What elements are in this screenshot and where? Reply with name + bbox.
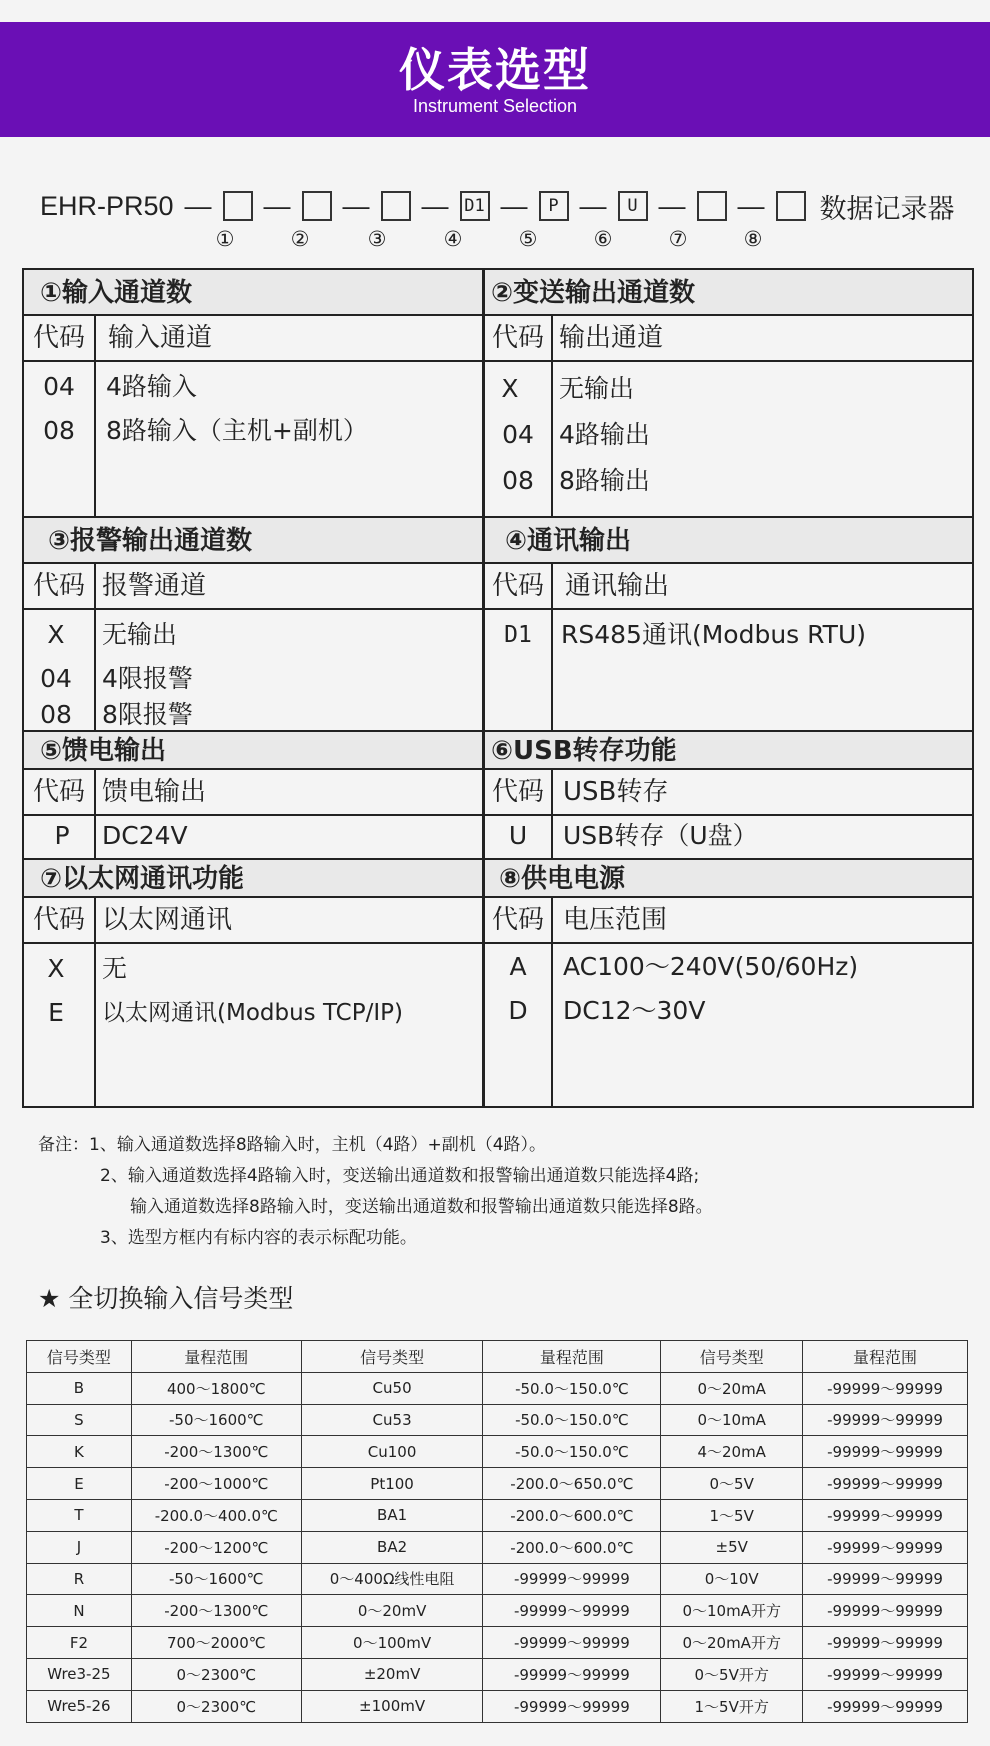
position-number: ③ [367, 227, 387, 251]
table-header-row [27, 1341, 968, 1373]
table-cell: -99999～99999 [803, 1690, 968, 1722]
code-header: 代码 [491, 905, 544, 935]
option-code: 04 [40, 664, 72, 693]
note-line: 输入通道数选择8路输入时，变送输出通道数和报警输出通道数只能选择8路。 [130, 1197, 713, 1217]
option-name: RS485通讯(Modbus RTU) [561, 620, 867, 649]
section-power-supply [485, 860, 972, 1106]
option-name: 无输出 [102, 620, 178, 649]
option-row [24, 408, 482, 454]
section-title: ⑧供电电源 [485, 860, 972, 898]
name-header: USB转存 [563, 777, 669, 807]
option-box-3 [381, 191, 411, 221]
option-row [485, 458, 972, 504]
option-box-6: U [618, 191, 648, 221]
option-box-1 [223, 191, 253, 221]
table-cell: 0～5V开方 [661, 1658, 803, 1690]
table-cell: -99999～99999 [483, 1563, 661, 1595]
code-header: 代码 [32, 777, 85, 807]
page-subtitle: Instrument Selection [412, 96, 578, 116]
table-row [27, 1499, 968, 1531]
table-cell: -200～1300℃ [131, 1595, 301, 1627]
section-communication [485, 518, 972, 730]
code-header: 代码 [491, 777, 544, 807]
table-cell: 0～2300℃ [131, 1690, 301, 1722]
table-row [27, 1372, 968, 1404]
separator-dash: — [737, 190, 765, 221]
name-header: 馈电输出 [102, 777, 207, 807]
option-code: D1 [504, 622, 532, 648]
option-code: E [48, 998, 64, 1027]
option-code: X [47, 954, 65, 983]
table-cell: -99999～99999 [483, 1595, 661, 1627]
option-row [485, 816, 972, 856]
table-row [27, 1627, 968, 1659]
name-header: 输入通道 [108, 323, 213, 353]
table-row [27, 1468, 968, 1500]
option-box-7 [697, 191, 727, 221]
header-cell: 信号类型 [27, 1341, 132, 1373]
option-name: 8路输入（主机+副机） [106, 416, 368, 445]
code-header: 代码 [491, 571, 544, 601]
column-header [485, 898, 972, 944]
header-cell: 信号类型 [301, 1341, 483, 1373]
option-code: 08 [43, 416, 75, 445]
table-cell: 1～5V开方 [661, 1690, 803, 1722]
table-cell: B [27, 1372, 132, 1404]
note-line: 2、输入通道数选择4路输入时，变送输出通道数和报警输出通道数只能选择4路; [100, 1166, 700, 1186]
position-number: ① [215, 227, 235, 251]
section-input-channels [24, 270, 482, 516]
column-header [485, 564, 972, 610]
section-ethernet [24, 860, 482, 1106]
table-cell: J [27, 1531, 132, 1563]
table-cell: 0～5V [661, 1468, 803, 1500]
table-cell: N [27, 1595, 132, 1627]
table-cell: 700～2000℃ [131, 1627, 301, 1659]
page-title: 仪表选型 [399, 43, 591, 97]
table-cell: -99999～99999 [483, 1690, 661, 1722]
position-number: ⑧ [743, 227, 763, 251]
table-cell: -99999～99999 [803, 1468, 968, 1500]
option-code: X [501, 374, 519, 403]
table-cell: Cu50 [301, 1372, 483, 1404]
table-cell: 0～10V [661, 1563, 803, 1595]
option-name: DC24V [102, 821, 188, 850]
note-line: 备注：1、输入通道数选择8路输入时，主机（4路）+副机（4路）。 [38, 1135, 547, 1155]
column-header [24, 564, 482, 610]
table-cell: R [27, 1563, 132, 1595]
table-cell: -200.0～650.0℃ [483, 1468, 661, 1500]
option-name: 8路输出 [559, 466, 650, 495]
table-cell: -99999～99999 [803, 1499, 968, 1531]
column-header [485, 770, 972, 816]
section-title: ⑤馈电输出 [24, 732, 482, 770]
table-cell: ±20mV [301, 1658, 483, 1690]
section-title: ⑥USB转存功能 [485, 732, 972, 770]
table-cell: -50.0～150.0℃ [483, 1436, 661, 1468]
signal-type-table [26, 1340, 968, 1723]
table-cell: -99999～99999 [803, 1563, 968, 1595]
option-row [24, 656, 482, 702]
code-header: 代码 [32, 905, 85, 935]
position-number: ④ [443, 227, 463, 251]
table-cell: -50～1600℃ [131, 1563, 301, 1595]
code-header: 代码 [32, 323, 85, 353]
name-header: 输出通道 [559, 323, 664, 353]
table-cell: 4～20mA [661, 1436, 803, 1468]
table-cell: Pt100 [301, 1468, 483, 1500]
option-name: 无 [102, 954, 128, 983]
option-name: 8限报警 [102, 700, 193, 729]
table-row [27, 1436, 968, 1468]
table-cell: S [27, 1404, 132, 1436]
table-row [27, 1658, 968, 1690]
table-cell: -200～1300℃ [131, 1436, 301, 1468]
option-code: U [508, 821, 528, 850]
option-row [485, 944, 972, 990]
option-row [24, 816, 482, 856]
position-number: ⑦ [668, 227, 688, 251]
option-row [24, 946, 482, 992]
table-cell: 0～2300℃ [131, 1658, 301, 1690]
option-code: 04 [43, 372, 75, 401]
table-cell: -200～1200℃ [131, 1531, 301, 1563]
option-name: USB转存（U盘） [563, 821, 758, 850]
header-cell: 量程范围 [131, 1341, 301, 1373]
table-cell: -50.0～150.0℃ [483, 1372, 661, 1404]
table-cell: -200.0～400.0℃ [131, 1499, 301, 1531]
option-code: A [509, 952, 527, 981]
table-row [27, 1563, 968, 1595]
name-header: 电压范围 [563, 905, 668, 935]
table-cell: -99999～99999 [803, 1627, 968, 1659]
header-banner [0, 22, 990, 137]
table-cell: -99999～99999 [803, 1531, 968, 1563]
option-row [485, 988, 972, 1034]
option-name: 4路输入 [106, 372, 197, 401]
model-suffix: 数据记录器 [819, 193, 955, 225]
separator-dash: — [421, 190, 449, 221]
option-name: AC100～240V(50/60Hz) [563, 952, 859, 981]
table-cell: F2 [27, 1627, 132, 1659]
table-cell: E [27, 1468, 132, 1500]
model-prefix: EHR-PR50 [40, 190, 174, 221]
signal-table-title: ★ 全切换输入信号类型 [38, 1284, 294, 1313]
table-cell: Cu100 [301, 1436, 483, 1468]
option-row [24, 700, 482, 730]
column-header [24, 770, 482, 816]
table-cell: 0～100mV [301, 1627, 483, 1659]
table-row [27, 1595, 968, 1627]
table-cell: 0～20mV [301, 1595, 483, 1627]
table-cell: Cu53 [301, 1404, 483, 1436]
option-code: P [54, 821, 70, 850]
option-name: DC12～30V [563, 996, 706, 1025]
table-cell: ±5V [661, 1531, 803, 1563]
separator-dash: — [500, 190, 528, 221]
selection-grid [22, 268, 974, 1108]
header-cell: 量程范围 [483, 1341, 661, 1373]
option-box-5: P [539, 191, 569, 221]
position-number: ⑤ [518, 227, 538, 251]
table-row [27, 1404, 968, 1436]
section-title: ③报警输出通道数 [24, 518, 482, 564]
table-cell: BA1 [301, 1499, 483, 1531]
option-row [24, 990, 482, 1036]
header-cell: 信号类型 [661, 1341, 803, 1373]
section-title: ④通讯输出 [485, 518, 972, 564]
name-header: 以太网通讯 [102, 905, 233, 935]
option-row [24, 364, 482, 410]
option-name: 4路输出 [559, 420, 650, 449]
section-title: ⑦以太网通讯功能 [24, 860, 482, 898]
name-header: 报警通道 [102, 571, 207, 601]
table-cell: K [27, 1436, 132, 1468]
table-cell: BA2 [301, 1531, 483, 1563]
section-usb-storage [485, 732, 972, 858]
option-code: 08 [502, 466, 534, 495]
option-code: 08 [40, 700, 72, 729]
table-cell: 0～10mA开方 [661, 1595, 803, 1627]
header-cell: 量程范围 [803, 1341, 968, 1373]
table-cell: -200.0～600.0℃ [483, 1499, 661, 1531]
model-code-row [40, 188, 955, 224]
table-cell: 0～20mA开方 [661, 1627, 803, 1659]
table-cell: -50.0～150.0℃ [483, 1404, 661, 1436]
code-header: 代码 [491, 323, 544, 353]
notes-block [38, 1130, 713, 1254]
option-code: 04 [502, 420, 534, 449]
table-cell: 1～5V [661, 1499, 803, 1531]
table-cell: 0～20mA [661, 1372, 803, 1404]
code-header: 代码 [32, 571, 85, 601]
section-alarm-output [24, 518, 482, 730]
option-row [485, 612, 972, 658]
option-box-2 [302, 191, 332, 221]
section-feed-output [24, 732, 482, 858]
table-cell: -99999～99999 [483, 1658, 661, 1690]
separator-dash: — [579, 190, 607, 221]
option-box-8 [776, 191, 806, 221]
table-row [27, 1531, 968, 1563]
table-cell: -99999～99999 [803, 1372, 968, 1404]
separator-dash: — [184, 190, 212, 221]
column-header [485, 316, 972, 362]
table-cell: -99999～99999 [483, 1627, 661, 1659]
option-box-4: D1 [460, 191, 490, 221]
option-row [485, 412, 972, 458]
column-header [24, 316, 482, 362]
table-cell: -200～1000℃ [131, 1468, 301, 1500]
section-title: ②变送输出通道数 [485, 270, 972, 316]
separator-dash: — [342, 190, 370, 221]
table-cell: 400～1800℃ [131, 1372, 301, 1404]
table-cell: ±100mV [301, 1690, 483, 1722]
table-cell: Wre3-25 [27, 1658, 132, 1690]
table-row [27, 1690, 968, 1722]
column-header [24, 898, 482, 944]
table-cell: T [27, 1499, 132, 1531]
table-cell: -50～1600℃ [131, 1404, 301, 1436]
table-cell: Wre5-26 [27, 1690, 132, 1722]
option-name: 无输出 [559, 374, 635, 403]
option-name: 以太网通讯(Modbus TCP/IP) [102, 1000, 403, 1026]
option-name: 4限报警 [102, 664, 193, 693]
position-number: ② [290, 227, 310, 251]
table-cell: -99999～99999 [803, 1404, 968, 1436]
table-cell: -200.0～600.0℃ [483, 1531, 661, 1563]
option-row [24, 612, 482, 658]
position-number: ⑥ [593, 227, 613, 251]
table-cell: -99999～99999 [803, 1436, 968, 1468]
name-header: 通讯输出 [565, 571, 670, 601]
table-cell: -99999～99999 [803, 1658, 968, 1690]
option-row [485, 366, 972, 412]
option-code: D [508, 996, 528, 1025]
option-code: X [47, 620, 65, 649]
table-cell: 0～10mA [661, 1404, 803, 1436]
section-transmit-output [485, 270, 972, 516]
table-cell: -99999～99999 [803, 1595, 968, 1627]
separator-dash: — [658, 190, 686, 221]
separator-dash: — [263, 190, 291, 221]
note-line: 3、选型方框内有标内容的表示标配功能。 [100, 1228, 417, 1248]
section-title: ①输入通道数 [24, 270, 482, 316]
table-cell: 0～400Ω线性电阻 [301, 1563, 483, 1595]
